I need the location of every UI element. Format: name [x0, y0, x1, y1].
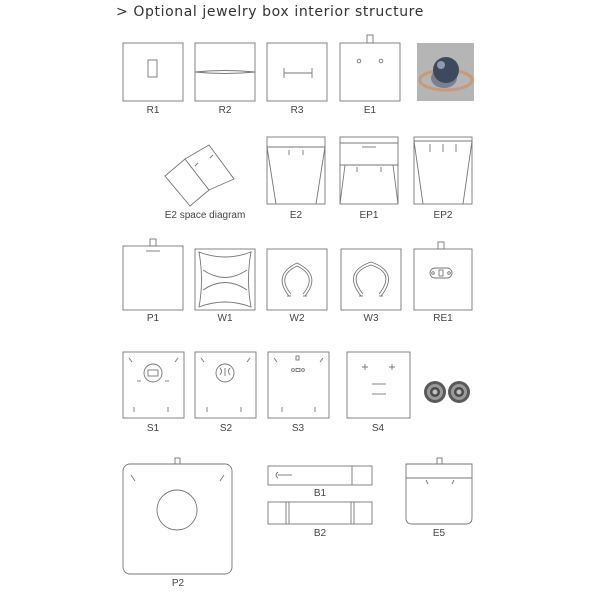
insert-w1: [195, 249, 255, 310]
label-r1: R1: [146, 105, 160, 116]
insert-s1: [123, 352, 184, 418]
insert-ep1: [340, 137, 398, 204]
label-e2: E2: [289, 210, 303, 221]
insert-e5: [406, 458, 472, 524]
insert-e2: [267, 137, 325, 204]
label-w2: W2: [289, 313, 305, 324]
label-re1: RE1: [433, 313, 453, 324]
insert-r2: [195, 43, 255, 101]
label-ep2: EP2: [433, 210, 453, 221]
e2-space-diagram-drawing: [165, 145, 234, 206]
label-b2: B2: [313, 528, 327, 539]
insert-w3: [341, 249, 401, 310]
insert-s4: [347, 352, 410, 418]
label-e5: E5: [432, 528, 446, 539]
ring-photo: [417, 43, 474, 101]
page-title: > Optional jewelry box interior structure: [116, 4, 424, 20]
insert-b1: [268, 466, 372, 485]
label-e2-space-diagram: E2 space diagram: [164, 210, 246, 221]
label-e1: E1: [363, 105, 377, 116]
insert-r1: [123, 43, 183, 101]
earrings-photo: [424, 381, 470, 403]
insert-re1: [414, 242, 472, 310]
label-s3: S3: [291, 423, 305, 434]
label-p2: P2: [171, 578, 185, 589]
label-w1: W1: [217, 313, 233, 324]
label-ep1: EP1: [359, 210, 379, 221]
label-r2: R2: [218, 105, 232, 116]
label-s1: S1: [146, 423, 160, 434]
insert-p1: [123, 239, 183, 310]
insert-r3: [267, 43, 327, 101]
label-b1: B1: [313, 488, 327, 499]
label-p1: P1: [146, 313, 160, 324]
insert-p2: [123, 458, 232, 574]
insert-s2: [195, 352, 256, 418]
insert-ep2: [414, 137, 472, 204]
label-s4: S4: [371, 423, 385, 434]
label-s2: S2: [219, 423, 233, 434]
insert-w2: [267, 249, 327, 310]
insert-s3: [268, 352, 329, 418]
insert-b2: [268, 502, 372, 524]
insert-e1: [340, 35, 400, 101]
label-r3: R3: [290, 105, 304, 116]
label-w3: W3: [363, 313, 379, 324]
